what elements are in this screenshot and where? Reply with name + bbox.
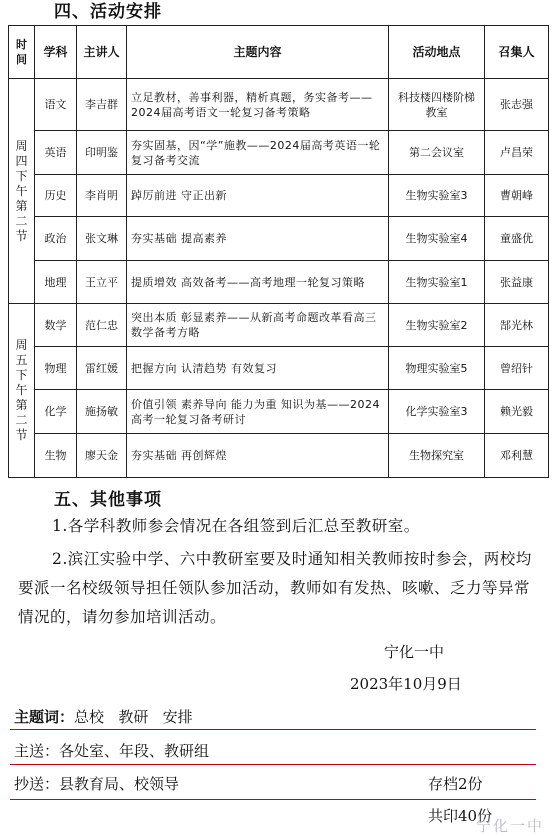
table-row (9, 79, 549, 131)
section-title-other: 五、其他事项 (54, 490, 162, 510)
cell-speaker: 施扬敏 (77, 390, 127, 434)
cell-subject: 生物 (35, 434, 77, 478)
cell-subject: 英语 (35, 131, 77, 175)
cell-speaker: 廖天金 (77, 434, 127, 478)
table-row (9, 390, 549, 434)
paragraph-item-1: 1.各学科教师参会情况在各组签到后汇总至教研室。 (52, 517, 420, 535)
cell-subject: 语文 (35, 79, 77, 131)
table-row (9, 175, 549, 217)
keywords-line (14, 706, 193, 727)
period-friday: 周 五 下 午 第 二 节 (9, 304, 35, 478)
cell-location: 物理实验室5 (389, 347, 485, 390)
schedule-table (8, 25, 549, 478)
issue-date: 2023年10月9日 (350, 675, 462, 693)
table-row (9, 261, 549, 304)
cell-topic: 夯实基础 再创辉煌 (127, 434, 389, 478)
cell-convener: 卢昌荣 (485, 131, 549, 175)
cell-location: 生物探究室 (389, 434, 485, 478)
cc-line: 抄送：县教育局、校领导 (14, 775, 180, 793)
table-row (9, 347, 549, 390)
red-divider (10, 729, 536, 730)
cell-subject: 数学 (35, 304, 77, 347)
red-divider (10, 764, 536, 765)
table-row (9, 217, 549, 261)
cell-speaker: 张文琳 (77, 217, 127, 261)
cell-subject: 化学 (35, 390, 77, 434)
cell-convener: 赖光毅 (485, 390, 549, 434)
cell-convener: 邓利慧 (485, 434, 549, 478)
cell-subject: 历史 (35, 175, 77, 217)
archive-count: 存档2份 (428, 775, 483, 793)
cell-speaker: 雷红媛 (77, 347, 127, 390)
cell-subject: 地理 (35, 261, 77, 304)
cell-location: 生物实验室2 (389, 304, 485, 347)
keywords-value: 总校 教研 安排 (74, 708, 193, 726)
header-topic: 主题内容 (127, 26, 389, 79)
issuer-name: 宁化一中 (384, 643, 445, 661)
table-row (9, 304, 549, 347)
cell-speaker: 王立平 (77, 261, 127, 304)
cell-topic: 夯实基础 提高素养 (127, 217, 389, 261)
cell-topic: 夯实固基，因“学”施教——2024届高考英语一轮复习备考交流 (127, 131, 389, 175)
cell-convener: 张志强 (485, 79, 549, 131)
period-thursday: 周 四 下 午 第 二 节 (9, 79, 35, 304)
cell-convener: 张益康 (485, 261, 549, 304)
cell-topic: 突出本质 彰显素养——从新高考命题改革看高三数学备考方略 (127, 304, 389, 347)
cell-location: 生物实验室4 (389, 217, 485, 261)
cell-topic: 立足教材，善事利器，精析真题，务实备考——2024届高考语文一轮复习备考策略 (127, 79, 389, 131)
cell-topic: 提质增效 高效备考——高考地理一轮复习策略 (127, 261, 389, 304)
cell-subject: 政治 (35, 217, 77, 261)
cell-location: 第二会议室 (389, 131, 485, 175)
cell-convener: 曹朝峰 (485, 175, 549, 217)
cell-convener: 郜光林 (485, 304, 549, 347)
cell-location: 化学实验室3 (389, 390, 485, 434)
cell-location: 生物实验室3 (389, 175, 485, 217)
header-time: 时 间 (9, 26, 35, 79)
paragraph-item-2: 2.滨江实验中学、六中教研室要及时通知相关教师按时参会，两校均要派一名校级领导担任领队参加活动，教师如有发热、咳嗽、乏力等异常情况的，请勿参加培训活动。 (18, 550, 532, 626)
cell-topic: 踔厉前进 守正出新 (127, 175, 389, 217)
cell-convener: 曾绍针 (485, 347, 549, 390)
cell-location: 生物实验室1 (389, 261, 485, 304)
header-subject: 学科 (35, 26, 77, 79)
watermark-text: 宁化一中 (476, 817, 545, 835)
cell-topic: 把握方向 认清趋势 有效复习 (127, 347, 389, 390)
section-title-activities: 四、活动安排 (54, 2, 162, 22)
keywords-label: 主题词： (14, 708, 75, 726)
header-location: 活动地点 (389, 26, 485, 79)
cell-speaker: 李肖明 (77, 175, 127, 217)
red-divider (10, 799, 536, 800)
cell-speaker: 印明鉴 (77, 131, 127, 175)
print-count: 共印40份 (428, 807, 493, 825)
cell-convener: 童盛优 (485, 217, 549, 261)
cell-speaker: 李吉群 (77, 79, 127, 131)
table-header-row (9, 26, 549, 79)
header-speaker: 主讲人 (77, 26, 127, 79)
table-row (9, 434, 549, 478)
send-to-line: 主送：各处室、年段、教研组 (14, 742, 210, 760)
cell-topic: 价值引领 素养导向 能力为重 知识为基——2024高考一轮复习备考研讨 (127, 390, 389, 434)
cell-location: 科技楼四楼阶梯教室 (389, 79, 485, 131)
cell-subject: 物理 (35, 347, 77, 390)
table-row (9, 131, 549, 175)
header-convener: 召集人 (485, 26, 549, 79)
cell-speaker: 范仁忠 (77, 304, 127, 347)
